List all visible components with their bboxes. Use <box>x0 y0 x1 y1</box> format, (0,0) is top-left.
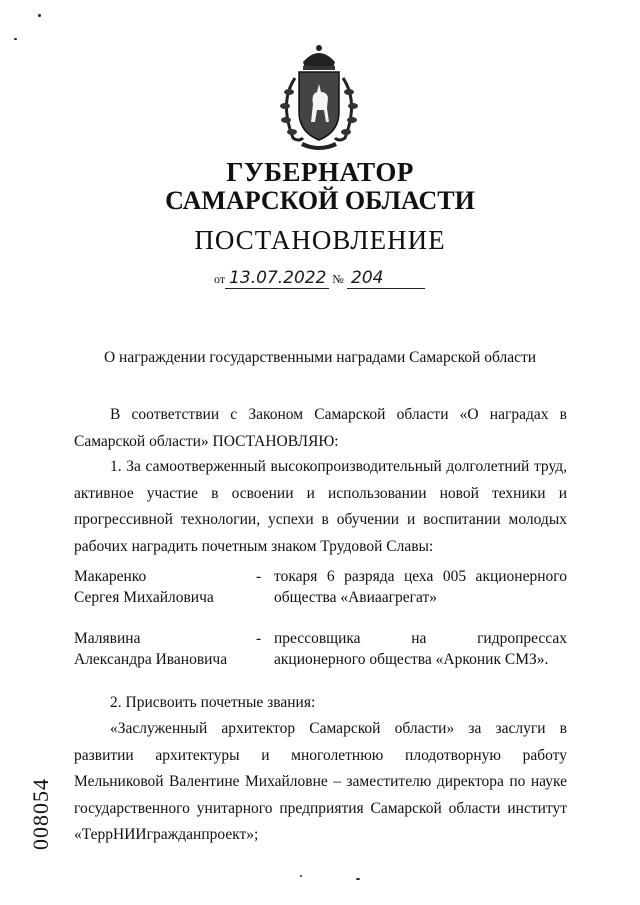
date-prefix: от <box>214 272 226 286</box>
point-2-paragraph: 2. Присвоить почетные звания: <box>110 694 316 711</box>
scan-speck <box>300 875 302 877</box>
handwritten-date: 13.07.2022 <box>225 268 329 289</box>
awardee-given-names: Александра Ивановича <box>74 651 228 668</box>
handwritten-number: 204 <box>347 268 425 289</box>
region-title: САМАРСКОЙ ОБЛАСТИ <box>165 186 475 215</box>
awardee-dash: - <box>256 568 262 585</box>
awardee-name <box>74 628 254 670</box>
honorary-title-paragraph: «Заслуженный архитектор Самарской области» за заслуги в развитии архитектуры и многолетнюю плодотворную работу Мельниковой Валентине Михайловне – заместителю директора по науке государственного унитарного предприятия Самарской области институт «ТеррНИИгражданпроект»; <box>74 720 567 843</box>
stamp-text: 008054 <box>28 778 53 850</box>
awardee-name <box>74 566 254 608</box>
document-type: ПОСТАНОВЛЕНИЕ <box>194 225 446 255</box>
coat-of-arms-icon <box>273 42 365 152</box>
awardee-role: токаря 6 разряда цеха 005 акционерного общества «Авиаагрегат» <box>274 568 567 606</box>
number-prefix: № <box>332 272 344 286</box>
scan-speck <box>14 38 17 40</box>
intro-paragraph: В соответствии с Законом Самарской области «О наградах в Самарской области» ПОСТАНОВЛЯЮ: <box>74 406 567 450</box>
document-subject: О награждении государственными наградами Самарской области <box>103 349 537 366</box>
awardee-role: прессовщика на гидропрессах акционерного общества «Арконик СМЗ». <box>274 630 567 668</box>
scan-speck <box>38 14 41 17</box>
point-1-paragraph: 1. За самоотверженный высокопроизводительный долголетний труд, активное участие в освоении и использовании новой техники и прогрессивной технологии, успехи в обучении и воспитании молодых рабочих наградить почетным знаком Трудовой Славы: <box>74 458 567 555</box>
awardee-given-names: Сергея Михайловича <box>74 589 214 606</box>
awardee-surname: Малявина <box>74 630 141 647</box>
scan-speck <box>356 878 360 880</box>
governor-title: ГУБЕРНАТОР <box>226 157 414 187</box>
awardee-dash: - <box>256 630 262 647</box>
awardee-surname: Макаренко <box>74 568 147 585</box>
date-number-line <box>214 268 444 289</box>
margin-stamp-number <box>28 760 68 850</box>
